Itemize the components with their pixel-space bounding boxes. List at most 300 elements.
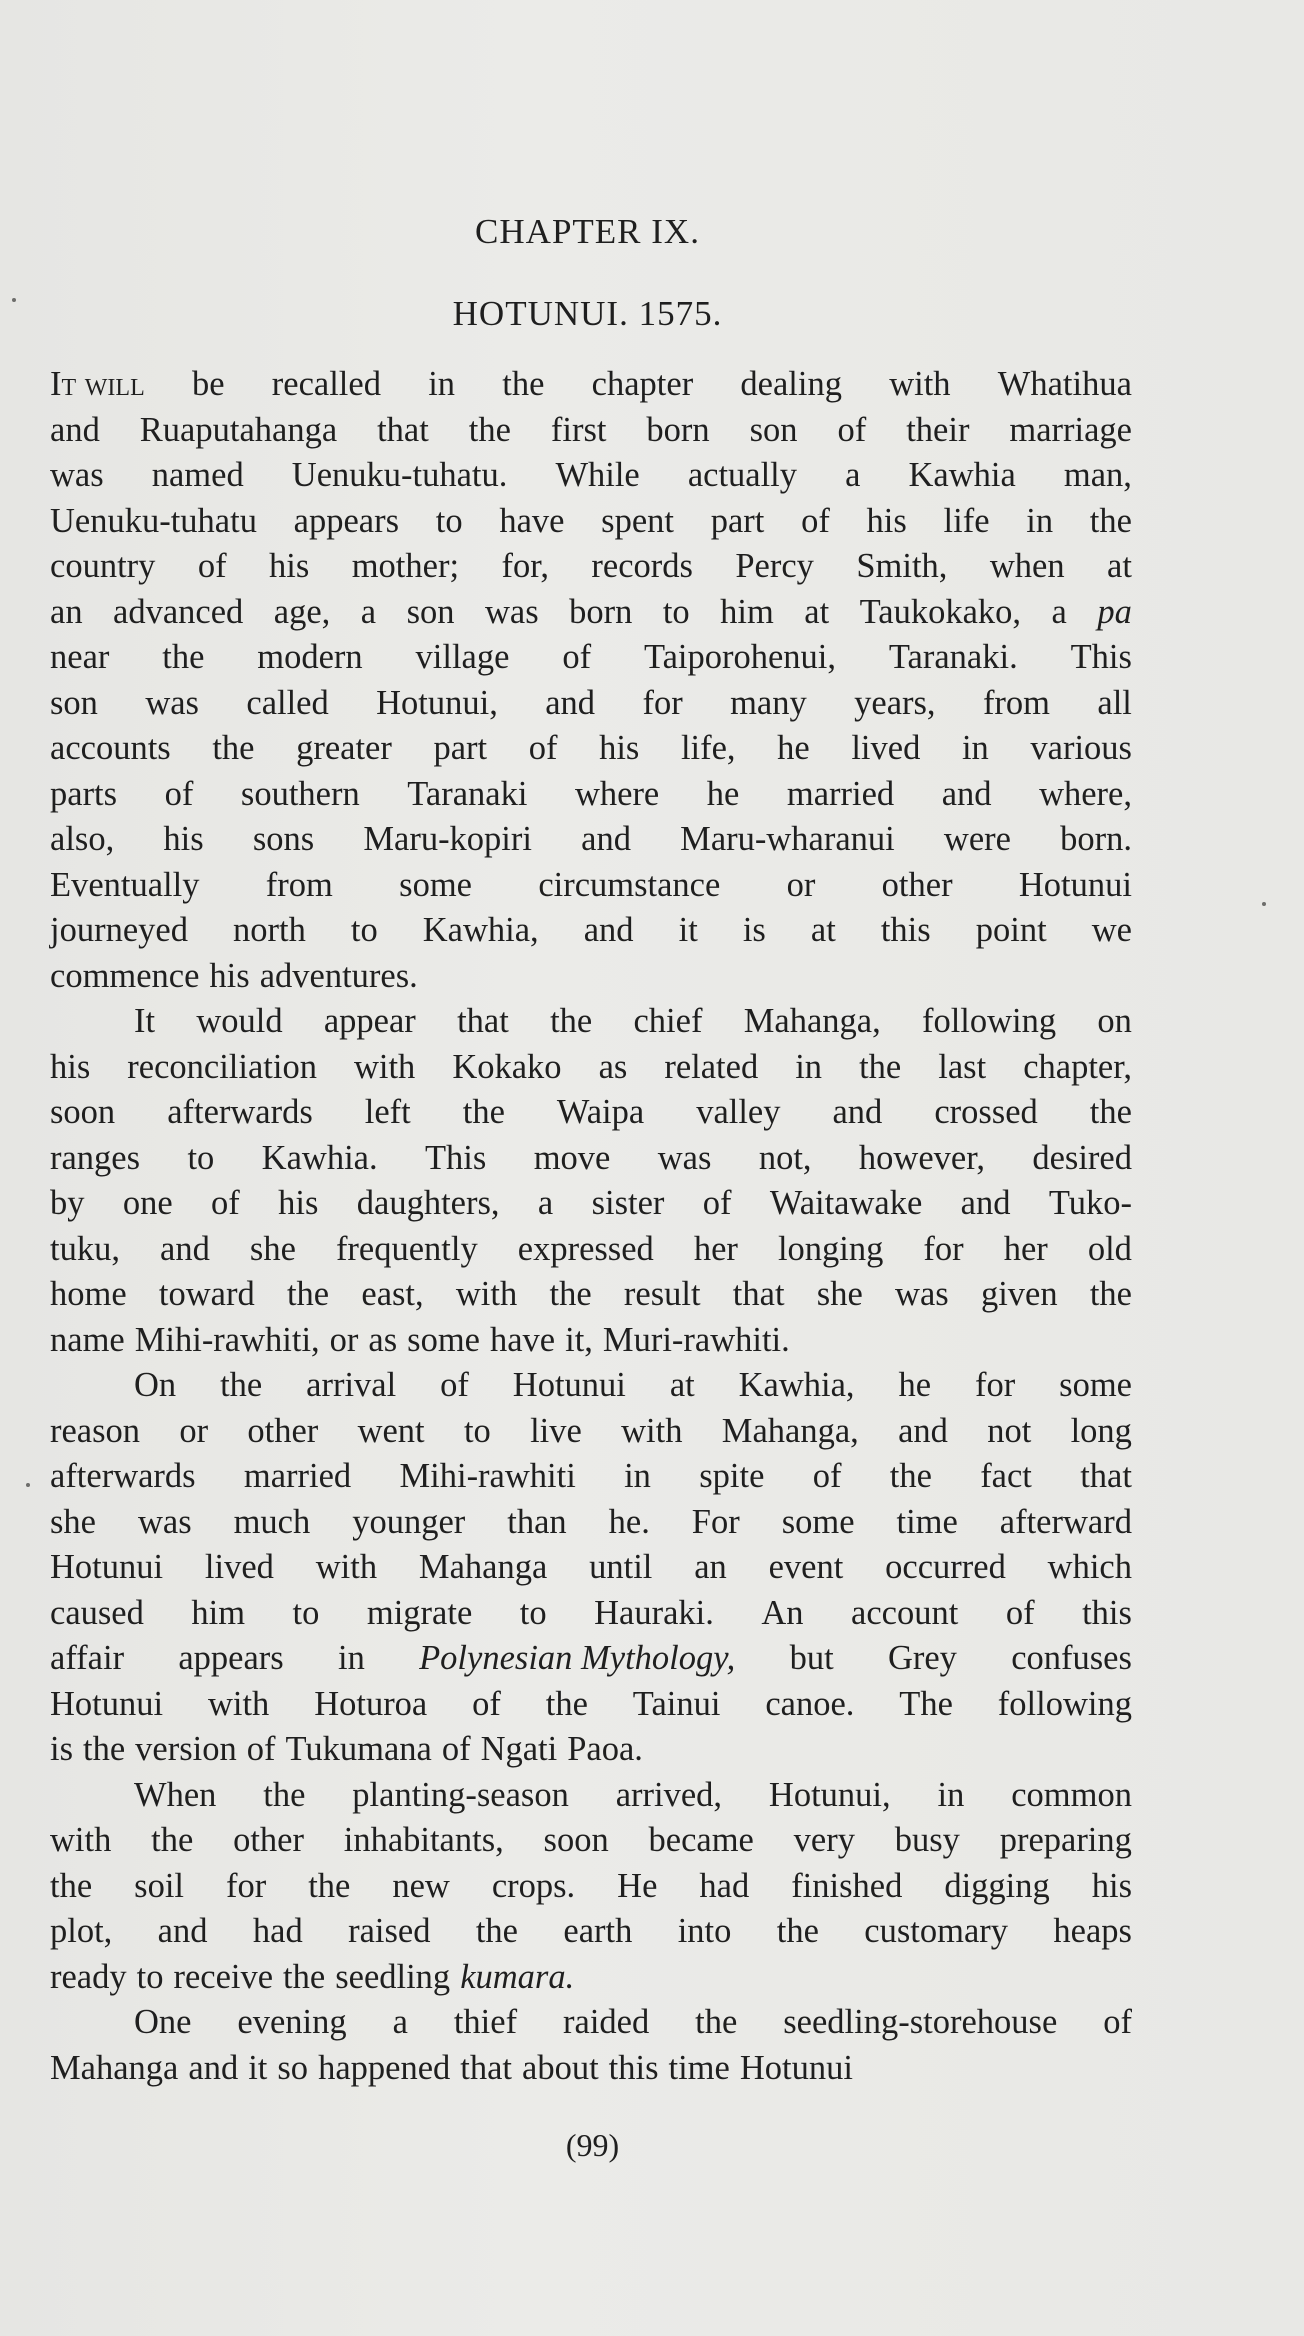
paragraph	[50, 2000, 1132, 2091]
word: for	[225, 1866, 267, 1905]
word: Hauraki.	[594, 1593, 714, 1632]
word: Maru-wharanui	[680, 820, 895, 858]
text-line	[50, 1773, 1132, 1819]
word: very	[793, 1821, 855, 1859]
word: also,	[50, 820, 115, 858]
text-line	[50, 1864, 1132, 1910]
word: event	[768, 1548, 844, 1586]
word: which	[1047, 1548, 1132, 1586]
word: where	[574, 774, 660, 813]
word: in	[961, 729, 989, 767]
word: result	[623, 1275, 701, 1313]
word: Mahanga,	[743, 1002, 881, 1040]
word: appear	[323, 1002, 416, 1040]
word: it,	[565, 1320, 593, 1359]
word: of	[441, 1730, 471, 1768]
word: in	[337, 1639, 365, 1677]
word: and	[157, 1912, 208, 1950]
word: preparing	[999, 1821, 1132, 1859]
word: version	[135, 1730, 237, 1768]
word: and	[581, 820, 631, 858]
word: afterward	[999, 1502, 1132, 1541]
word: the	[1089, 1093, 1132, 1131]
word: Uenuku-tuhatu	[50, 501, 257, 540]
text-line	[50, 1500, 1132, 1546]
word: soon	[50, 1093, 116, 1131]
word: the	[283, 1957, 326, 1996]
word: a	[392, 2003, 408, 2041]
word: last	[938, 1047, 987, 1086]
word: modern	[257, 638, 363, 676]
word: his	[269, 547, 310, 585]
word: was	[484, 592, 539, 631]
word: the	[1089, 1275, 1132, 1313]
word: Mahanga,	[721, 1411, 859, 1450]
text-line	[50, 1682, 1132, 1728]
word: north	[233, 911, 306, 949]
word: appears	[178, 1639, 284, 1677]
word: This	[1070, 638, 1132, 676]
text-line	[50, 908, 1132, 954]
word: planting-season	[352, 1775, 569, 1814]
word: one	[122, 1184, 173, 1222]
word: Ngati	[480, 1730, 558, 1768]
word: of	[801, 501, 830, 540]
word: for	[974, 1366, 1016, 1404]
word: an	[50, 592, 83, 631]
word: the	[545, 1684, 588, 1723]
text-line	[50, 1409, 1132, 1455]
word: as	[598, 1047, 628, 1086]
word: valley	[696, 1093, 781, 1131]
word: and	[941, 774, 992, 813]
word: village	[415, 638, 510, 676]
text-line	[50, 1909, 1132, 1955]
word: than	[507, 1502, 567, 1541]
word: Hotunui	[512, 1366, 626, 1404]
word: Paoa.	[567, 1730, 643, 1768]
word: and	[50, 410, 100, 449]
word: by	[50, 1184, 85, 1222]
word: fact	[980, 1457, 1032, 1495]
text-line	[50, 453, 1132, 499]
word: southern	[240, 774, 360, 813]
word: and	[832, 1093, 883, 1131]
word: Mahanga	[50, 2048, 179, 2087]
text-line	[50, 635, 1132, 681]
text-line	[50, 1227, 1132, 1273]
word: when	[989, 547, 1065, 585]
word: to	[463, 1411, 491, 1450]
word: on	[1097, 1002, 1132, 1040]
word: of	[528, 729, 558, 767]
word: ranges	[50, 1138, 141, 1177]
text-line	[50, 1090, 1132, 1136]
word: was	[50, 456, 104, 494]
text-line	[50, 1181, 1132, 1227]
word: his	[866, 501, 907, 540]
word: have	[499, 501, 565, 540]
word: and	[960, 1184, 1011, 1222]
word: the	[502, 365, 545, 403]
text-line	[50, 954, 1132, 1000]
word: him	[191, 1593, 246, 1632]
word: was	[145, 683, 199, 722]
word: and	[545, 683, 596, 722]
word: to	[350, 911, 378, 949]
word: to	[292, 1593, 320, 1632]
word: with	[50, 1821, 112, 1859]
word: kumara.	[460, 1957, 575, 1996]
word: Kawhia,	[422, 911, 539, 949]
word: Uenuku-tuhatu.	[291, 456, 508, 494]
word: with	[315, 1548, 378, 1586]
word: is	[742, 911, 766, 949]
word: all	[1097, 683, 1132, 722]
print-speck	[1262, 902, 1266, 906]
word: not,	[758, 1138, 812, 1177]
word: raised	[348, 1912, 431, 1950]
word: of	[1005, 1593, 1035, 1632]
word: It will	[50, 365, 145, 403]
word: finished	[791, 1866, 903, 1905]
word: their	[906, 410, 970, 449]
word: Hoturoa	[314, 1684, 428, 1723]
word: life	[943, 501, 990, 540]
word: his	[599, 729, 640, 767]
text-line	[50, 999, 1132, 1045]
word: mother;	[351, 547, 460, 585]
word: of	[702, 1184, 732, 1222]
word: with	[353, 1047, 416, 1086]
word: country	[50, 547, 156, 585]
word: at	[810, 911, 836, 949]
word: have	[489, 1320, 556, 1359]
word: dealing	[740, 365, 842, 403]
word: crops.	[491, 1866, 576, 1905]
word: Taiporohenui,	[643, 638, 837, 676]
word: other	[233, 1821, 304, 1859]
word: married	[243, 1457, 352, 1495]
word: near	[50, 638, 110, 676]
word: records	[591, 547, 693, 585]
word: journeyed	[50, 911, 188, 949]
word: lived	[851, 729, 921, 767]
word: evening	[237, 2003, 347, 2041]
word: of	[440, 1366, 469, 1404]
word: his	[278, 1184, 319, 1222]
word: the	[1089, 501, 1132, 540]
word: his	[50, 1047, 91, 1086]
word: that	[457, 1002, 509, 1040]
word: Tukumana	[285, 1730, 432, 1768]
word: afterwards	[50, 1457, 196, 1495]
paragraph	[50, 999, 1132, 1363]
chapter-heading: CHAPTER IX.	[475, 212, 700, 251]
word: part	[433, 729, 488, 767]
word: called	[246, 683, 329, 722]
word: accounts	[50, 729, 171, 767]
word: a	[1051, 592, 1067, 631]
word: Taranaki.	[888, 638, 1018, 676]
word: many	[730, 683, 807, 722]
word: was	[895, 1275, 949, 1313]
word: Hotunui	[50, 1548, 164, 1586]
word: part	[710, 501, 765, 540]
word: Polynesian Mythology,	[419, 1639, 736, 1677]
word: that	[460, 2048, 512, 2087]
text-line	[50, 1045, 1132, 1091]
word: or	[179, 1411, 209, 1450]
word: arrival	[306, 1366, 397, 1404]
word: with	[621, 1411, 683, 1450]
word: some	[781, 1502, 855, 1541]
word: he	[777, 729, 810, 767]
word: he	[706, 774, 740, 813]
word: man,	[1063, 456, 1132, 494]
word: reason	[50, 1411, 141, 1450]
word: desired	[1032, 1138, 1132, 1177]
word: Ruaputahanga	[139, 410, 338, 449]
word: his	[1091, 1866, 1132, 1905]
word: his	[209, 956, 250, 995]
text-line	[50, 1955, 1132, 2001]
word: much	[233, 1502, 311, 1541]
word: as	[368, 1320, 398, 1359]
word: frequently	[335, 1229, 478, 1268]
word: Muri-rawhiti.	[602, 1320, 790, 1359]
word: live	[530, 1411, 582, 1450]
word: new	[392, 1866, 450, 1905]
word: Grey	[887, 1639, 957, 1677]
word: of	[1103, 2003, 1132, 2041]
word: at	[669, 1366, 695, 1404]
word: the	[776, 1912, 819, 1950]
word: following	[921, 1002, 1057, 1040]
word: common	[1011, 1775, 1132, 1814]
word: the	[220, 1366, 263, 1404]
word: raided	[563, 2003, 650, 2041]
word: parts	[50, 774, 118, 813]
word: name	[50, 1320, 125, 1359]
word: named	[151, 456, 244, 494]
word: An	[761, 1593, 804, 1632]
text-line	[50, 1454, 1132, 1500]
word: Waipa	[556, 1093, 645, 1131]
text-line	[50, 1272, 1132, 1318]
word: It	[134, 1002, 156, 1040]
word: this	[608, 2048, 659, 2087]
word: Percy	[735, 547, 814, 585]
word: time	[668, 2048, 730, 2087]
word: Hotunui	[739, 2048, 853, 2087]
word: pa	[1097, 592, 1132, 631]
word: he	[898, 1366, 932, 1404]
word: ready	[50, 1957, 127, 1996]
word: given	[980, 1275, 1058, 1313]
word: where,	[1039, 774, 1132, 813]
word: account	[851, 1593, 959, 1632]
word: and	[583, 911, 634, 949]
word: at	[1107, 547, 1132, 585]
word: thief	[453, 2003, 518, 2041]
word: chapter,	[1023, 1047, 1132, 1086]
word: to	[519, 1593, 547, 1632]
word: old	[1087, 1229, 1132, 1268]
word: Taukokako,	[859, 592, 1022, 631]
word: of	[562, 638, 592, 676]
word: receive	[173, 1957, 274, 1996]
word: On	[134, 1366, 177, 1404]
word: to	[187, 1138, 215, 1177]
paragraph	[50, 362, 1132, 999]
word: following	[997, 1684, 1132, 1723]
word: from	[982, 683, 1051, 722]
word: soil	[134, 1866, 184, 1905]
word: Waitawake	[769, 1184, 923, 1222]
word: recalled	[271, 365, 381, 403]
word: tuku,	[50, 1229, 120, 1268]
text-line	[50, 2046, 1132, 2092]
word: For	[691, 1502, 740, 1541]
word: the	[286, 1275, 330, 1313]
word: son	[50, 683, 98, 722]
word: born	[569, 592, 633, 631]
word: the	[889, 1457, 932, 1495]
word: of	[164, 774, 194, 813]
word: younger	[352, 1502, 466, 1541]
word: son	[749, 410, 798, 449]
text-line	[50, 1636, 1132, 1682]
word: advanced	[113, 592, 244, 631]
word: earth	[563, 1912, 633, 1950]
word: seedling-storehouse	[783, 2003, 1058, 2041]
word: went	[357, 1411, 425, 1450]
word: Taranaki	[407, 774, 528, 813]
word: a	[845, 456, 861, 494]
word: a	[537, 1184, 554, 1222]
word: became	[648, 1821, 754, 1859]
word: arrived,	[615, 1775, 723, 1814]
word: soon	[543, 1821, 609, 1859]
text-line	[50, 681, 1132, 727]
word: an	[694, 1548, 727, 1586]
word: married	[786, 774, 895, 813]
word: born	[646, 410, 710, 449]
word: Kawhia	[908, 456, 1016, 494]
word: and	[160, 1229, 210, 1268]
word: point	[975, 911, 1047, 949]
word: into	[677, 1912, 732, 1950]
word: commence	[50, 956, 200, 995]
word: the	[462, 1093, 505, 1131]
word: for	[642, 683, 683, 722]
word: that	[732, 1275, 785, 1313]
word: a	[360, 592, 377, 631]
paragraph	[50, 1773, 1132, 2001]
text-line	[50, 1818, 1132, 1864]
word: her	[693, 1229, 738, 1268]
text-line	[50, 817, 1132, 863]
word: lived	[204, 1548, 274, 1586]
word: Hotunui,	[768, 1775, 891, 1814]
word: and	[188, 2048, 239, 2087]
text-line	[50, 2000, 1132, 2046]
word: Hotunui,	[376, 683, 498, 722]
word: is	[50, 1730, 74, 1768]
word: were	[943, 820, 1011, 858]
word: Hotunui	[50, 1684, 164, 1723]
word: the	[308, 1866, 351, 1905]
word: of	[197, 547, 227, 585]
word: occurred	[885, 1548, 1006, 1586]
word: about	[522, 2048, 599, 2087]
text-line	[50, 1318, 1132, 1364]
word: home	[50, 1275, 127, 1313]
word: from	[265, 865, 333, 904]
word: This	[424, 1138, 487, 1177]
text-line	[50, 1545, 1132, 1591]
paragraph	[50, 1363, 1132, 1773]
word: in	[428, 365, 456, 403]
word: at	[804, 592, 830, 631]
word: born.	[1060, 820, 1132, 858]
word: until	[589, 1548, 653, 1586]
print-speck	[12, 298, 16, 302]
word: of	[812, 1457, 842, 1495]
word: afterwards	[167, 1093, 313, 1131]
word: the	[83, 1730, 126, 1768]
word: the	[162, 638, 205, 676]
word: reconciliation	[127, 1047, 317, 1086]
word: some	[1059, 1366, 1132, 1404]
word: Kawhia,	[738, 1366, 855, 1404]
text-line	[50, 1363, 1132, 1409]
page-number: (99)	[565, 2127, 620, 2163]
word: her	[1003, 1229, 1048, 1268]
word: Hotunui	[1018, 865, 1132, 904]
word: and	[898, 1411, 948, 1450]
word: be	[191, 365, 225, 403]
word: or	[329, 1320, 359, 1359]
word: it	[678, 911, 698, 949]
word: long	[1070, 1411, 1132, 1450]
word: it	[248, 2048, 268, 2087]
word: Mihi-rawhiti,	[134, 1320, 320, 1359]
word: time	[896, 1502, 958, 1541]
text-line	[50, 863, 1132, 909]
word: or	[786, 865, 816, 904]
word: was	[137, 1502, 192, 1541]
word: expressed	[517, 1229, 654, 1268]
word: the	[549, 1275, 592, 1313]
word: When	[134, 1775, 217, 1814]
print-speck	[26, 1483, 30, 1487]
word: other	[247, 1411, 319, 1450]
word: however,	[858, 1138, 985, 1177]
word: the	[50, 1866, 93, 1905]
word: so	[277, 2048, 309, 2087]
word: digging	[944, 1866, 1050, 1905]
word: circumstance	[538, 865, 721, 904]
word: Mihi-rawhiti	[399, 1457, 576, 1495]
word: that	[1080, 1457, 1132, 1495]
word: life,	[680, 729, 736, 767]
word: the	[263, 1775, 306, 1814]
word: to	[662, 592, 690, 631]
word: adventures.	[259, 956, 418, 995]
word: chief	[633, 1002, 703, 1040]
